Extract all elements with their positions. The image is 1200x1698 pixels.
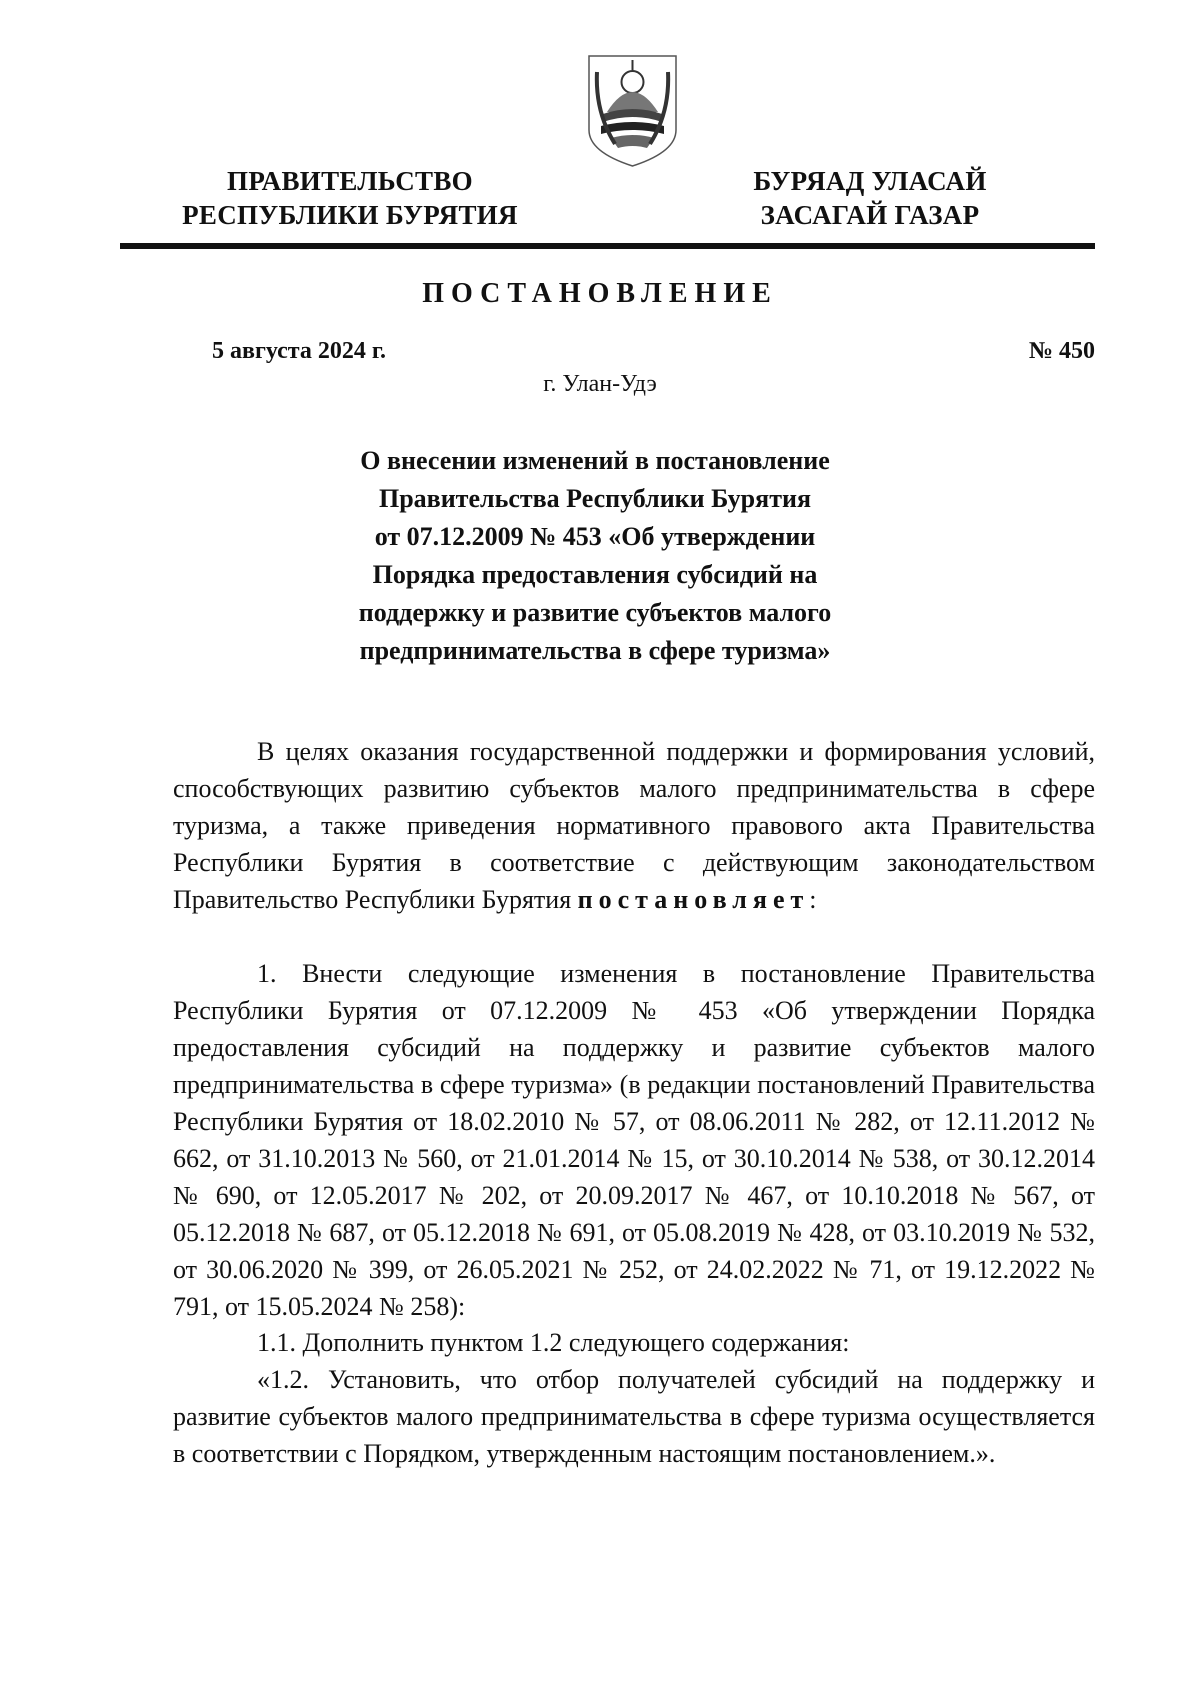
title-line: О внесении изменений в постановление: [360, 446, 830, 475]
government-name-ru-line2: РЕСПУБЛИКИ БУРЯТИЯ: [182, 200, 518, 230]
document-date: 5 августа 2024 г.: [212, 338, 387, 364]
preamble-text: В целях оказания государственной поддержки и формирования условий, способствующих развитию субъектов малого предпринимательства в сфере туризма, а также приведения нормативного правового акта Правительства Республики Бурятия в соответствие с действующим законодательством Правительство Республики Бурятия: [173, 737, 1095, 914]
government-name-bua: [735, 164, 1005, 232]
preamble-verb: постановляет: [577, 885, 810, 914]
title-line: поддержку и развитие субъектов малого: [358, 598, 832, 627]
item-1-1-quote: «1.2. Установить, что отбор получателей субсидий на поддержку и развитие субъектов малого предпринимательства в сфере туризма осуществляется в соответствии с Порядком, утвержденным настоящим постановлением.».: [173, 1365, 1095, 1468]
preamble-end: :: [809, 885, 817, 914]
item-1-1: 1.1. Дополнить пунктом 1.2 следующего содержания:: [257, 1328, 850, 1357]
header-divider: [120, 243, 1095, 249]
title-line: Правительства Республики Бурятия: [378, 484, 812, 513]
document-number: № 450: [1028, 338, 1095, 364]
document-title: [280, 442, 910, 670]
document-city: г. Улан-Удэ: [543, 371, 657, 397]
document-type: ПОСТАНОВЛЕНИЕ: [422, 278, 778, 309]
title-line: Порядка предоставления субсидий на: [372, 560, 818, 589]
government-name-bua-line2: ЗАСАГАЙ ГАЗАР: [760, 200, 980, 230]
government-name-ru: [170, 164, 530, 232]
title-line: предпринимательства в сфере туризма»: [359, 636, 831, 665]
government-name-ru-line1: ПРАВИТЕЛЬСТВО: [227, 166, 473, 196]
preamble-paragraph: [173, 733, 1095, 918]
title-line: от 07.12.2009 № 453 «Об утверждении: [374, 522, 816, 551]
government-name-bua-line1: БУРЯАД УЛАСАЙ: [753, 166, 987, 196]
item-1: 1. Внести следующие изменения в постановление Правительства Республики Бурятия от 07.12.2009 № 453 «Об утверждении Порядка предоставления субсидий на поддержку и развитие субъектов малого предпринимательства в сфере туризма» (в редакции постановлений Правительства Республики Бурятия от 18.02.2010 № 57, от 08.06.2011 № 282, от 12.11.2012 № 662, от 31.10.2013 № 560, от 21.01.2014 № 15, от 30.10.2014 № 538, от 30.12.2014 № 690, от 12.05.2017 № 202, от 20.09.2017 № 467, от 10.10.2018 № 567, от 05.12.2018 № 687, от 05.12.2018 № 691, от 05.08.2019 № 428, от 03.10.2019 № 532, от 30.06.2020 № 399, от 26.05.2021 № 252, от 24.02.2022 № 71, от 19.12.2022 № 791, от 15.05.2024 № 258):: [173, 959, 1095, 1321]
coat-of-arms-icon: [585, 52, 680, 170]
